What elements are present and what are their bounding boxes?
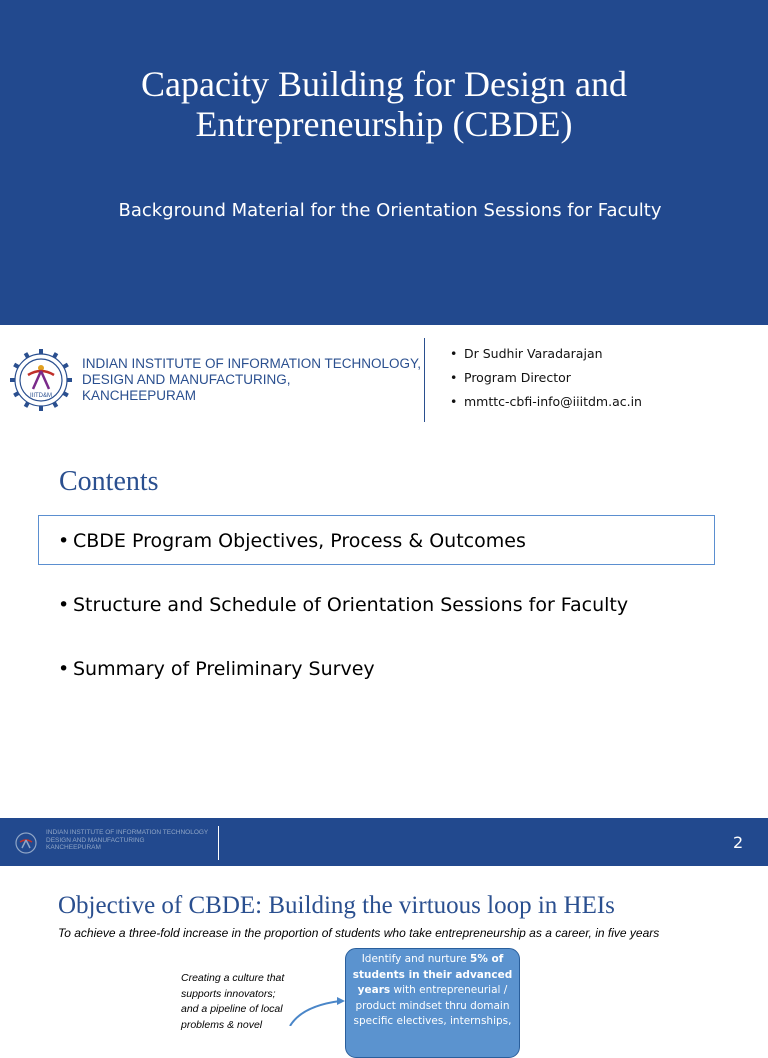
contents-item-label: Summary of Preliminary Survey [73, 658, 375, 680]
contents-title: Contents [59, 466, 159, 497]
culture-text-line: supports innovators; [181, 987, 276, 1000]
bullet-icon: • [58, 658, 70, 680]
institute-name-line-1: INDIAN INSTITUTE OF INFORMATION TECHNOLOGY, [82, 356, 422, 371]
callout-text: product mindset thru domain [355, 999, 510, 1012]
slide-title-line-1: Capacity Building for Design and [141, 64, 627, 104]
contact-item [450, 344, 642, 368]
slide-title [0, 64, 768, 144]
curved-arrow-icon [288, 996, 348, 1026]
institute-name [82, 356, 421, 404]
bullet-icon: • [450, 370, 458, 385]
svg-text:IIITD&M: IIITD&M [30, 393, 52, 399]
contents-item[interactable] [58, 530, 526, 552]
culture-text-line: problems & novel [181, 1018, 263, 1031]
objective-title: Objective of CBDE: Building the virtuous loop in HEIs [58, 892, 615, 919]
vertical-divider [424, 338, 425, 422]
culture-text-line: and a pipeline of local [181, 1003, 283, 1015]
callout-line [352, 1014, 513, 1030]
slide-subtitle: Background Material for the Orientation Sessions for Faculty [118, 200, 662, 221]
contact-item [450, 392, 642, 416]
contact-item [450, 368, 642, 392]
iiitdm-gear-logo-icon [8, 347, 74, 413]
callout-text: specific electives, internships, [353, 1015, 512, 1027]
callout-box [345, 948, 520, 1058]
slide-title-line-2: Entrepreneurship (CBDE) [195, 104, 573, 144]
institute-name-line-3: KANCHEEPURAM [82, 388, 197, 403]
callout-line [352, 968, 513, 984]
callout-text: Identify and nurture [361, 953, 471, 965]
bullet-icon: • [58, 530, 70, 552]
contents-item-label: CBDE Program Objectives, Process & Outcomes [73, 530, 526, 552]
footer-institute-line-3: KANCHEEPURAM [46, 844, 101, 851]
contact-role: Program Director [464, 370, 571, 385]
contents-item[interactable] [58, 594, 628, 616]
callout-line [352, 952, 513, 968]
title-slide-header [0, 0, 768, 325]
footer-institute-name [46, 829, 208, 852]
callout-line [352, 999, 513, 1015]
contact-email[interactable]: mmttc-cbfi-info@iiitdm.ac.in [464, 394, 642, 409]
callout-line [352, 983, 513, 999]
contact-name: Dr Sudhir Varadarajan [464, 346, 603, 361]
culture-text-line: Creating a culture that [181, 972, 285, 984]
objective-subtitle: To achieve a three-fold increase in the proportion of students who take entrepreneurship as a career, in five years [58, 926, 660, 940]
bullet-icon: • [58, 594, 70, 616]
callout-text-bold: years [357, 984, 391, 996]
callout-text-bold: 5% of [470, 953, 504, 965]
callout-text: with entrepreneurial / [390, 984, 508, 996]
contents-item-label: Structure and Schedule of Orientation Sessions for Faculty [73, 594, 629, 616]
callout-text-bold: students in their advanced [352, 968, 513, 981]
bullet-icon: • [450, 394, 458, 409]
contents-item[interactable] [58, 658, 375, 680]
contact-list [450, 344, 642, 416]
iiitdm-small-logo-icon [14, 831, 38, 855]
footer-institute-line-2: DESIGN AND MANUFACTURING [46, 836, 145, 844]
footer-divider [218, 826, 219, 860]
footer-institute-line-1: INDIAN INSTITUTE OF INFORMATION TECHNOLOGY [46, 829, 209, 836]
page-number: 2 [733, 833, 744, 852]
institute-name-line-2: DESIGN AND MANUFACTURING, [82, 372, 291, 387]
bullet-icon: • [450, 346, 458, 361]
